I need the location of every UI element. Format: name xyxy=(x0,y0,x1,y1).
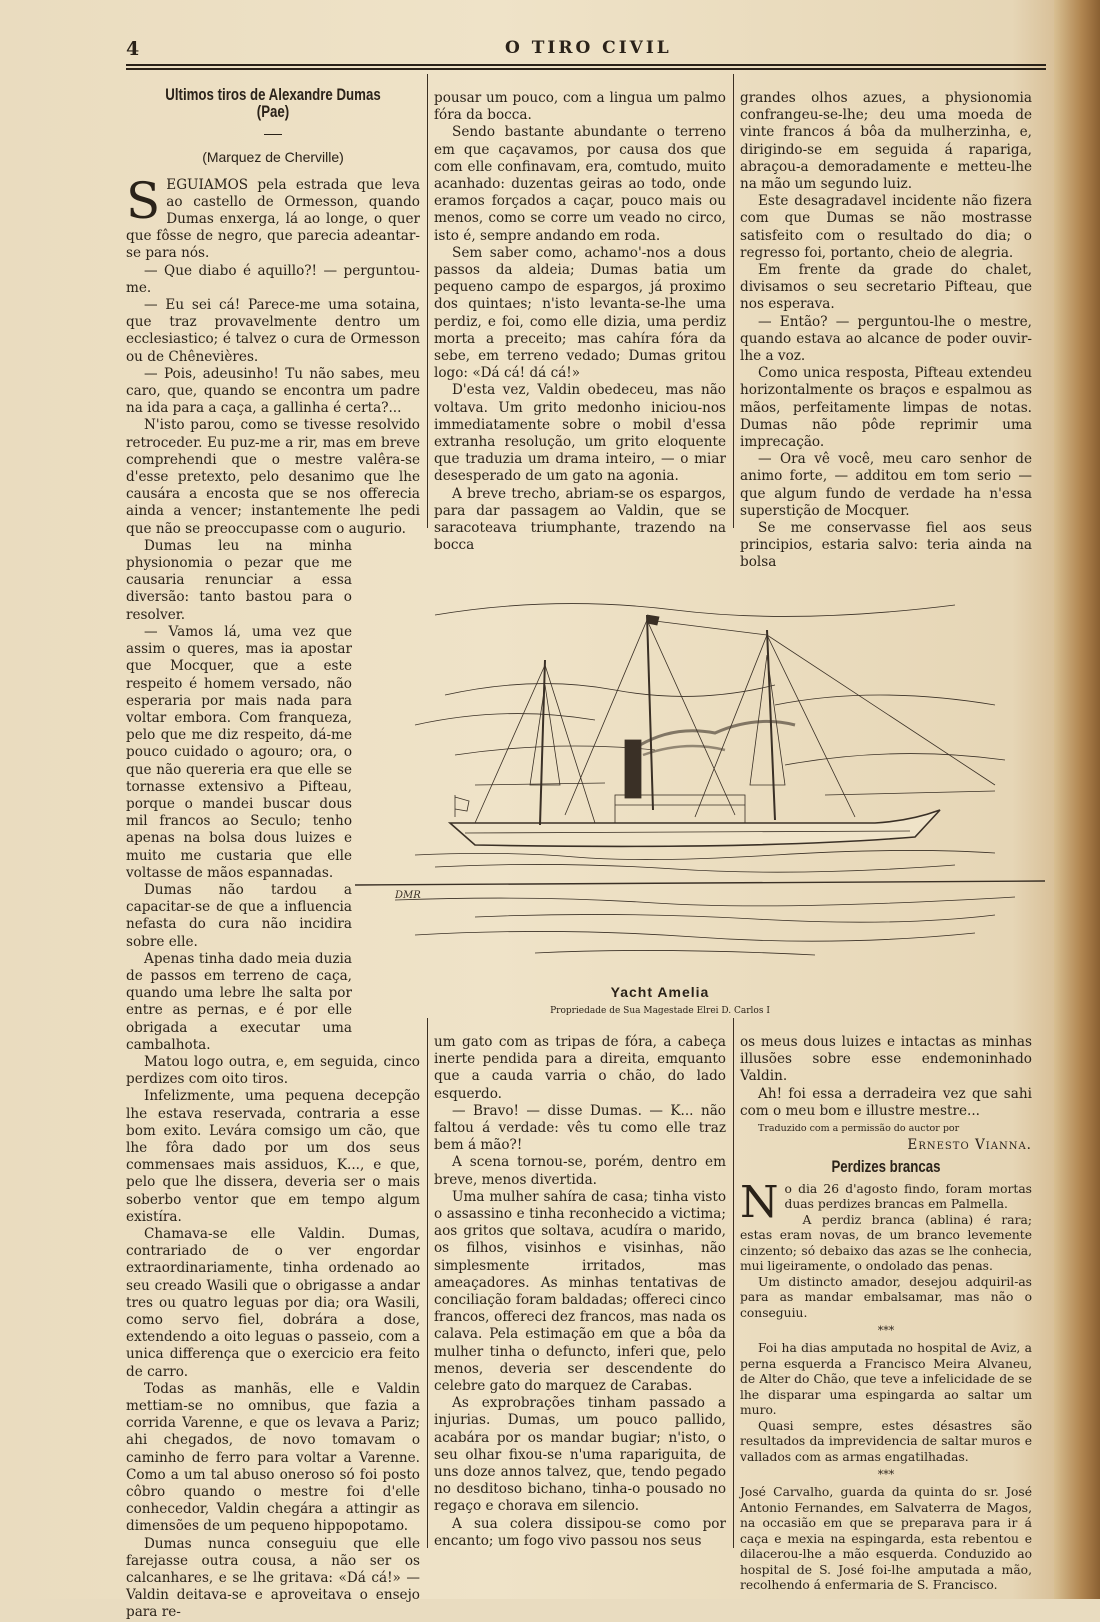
column-3-bottom xyxy=(740,1034,1032,1593)
paragraph: A scena tornou-se, porém, dentro em breve, menos divertida. xyxy=(434,1154,726,1188)
page-binding-shadow xyxy=(1054,0,1100,1599)
paragraph: — Pois, adeusinho! Tu não sabes, meu caro, que, quando se encontra um padre na ida para a caça, a gallinha é certa?... xyxy=(126,365,420,417)
paragraph: — Vamos lá, uma vez que assim o queres, mas ia apostar que Mocquer, que a este respeito é homem versado, não esperaria por mais nada para voltar embora. Com franqueza, pelo que me diz respeito, dá-me pouco cuidado o agouro; ora, o que não quereria era que elle se tornasse extensivo a Pifteau, porque o mandei buscar dous mil francos ao Seculo; tenho apenas na bolsa dous luizes e muito me custaria que elle voltasse de mãos espannadas. xyxy=(126,623,352,881)
paragraph: SEGUIAMOS pela estrada que leva ao castello de Ormesson, quando Dumas enxerga, lá ao longe, o quer que fôsse de negro, que parecia adeantar-se para nós. xyxy=(126,171,420,262)
paragraph: um gato com as tripas de fóra, a cabeça inerte pendida para a direita, emquanto que a cauda varria o chão, do lado esquerdo. xyxy=(434,1034,726,1102)
header-rule xyxy=(126,64,1046,66)
paragraph: Como unica resposta, Pifteau extendeu horizontalmente os braços e espalmou as mãos, perfeitamente limpas de notas. Dumas não pôde reprimir uma imprecação. xyxy=(740,365,1032,451)
narrow-column-block xyxy=(126,538,352,1054)
paragraph: — Bravo! — disse Dumas. — K... não faltou á verdade: vês tu como elle traz bem á mão?! xyxy=(434,1102,726,1154)
author-signature: Ernesto Vianna. xyxy=(907,1137,1032,1154)
section-separator: *** xyxy=(877,1468,895,1482)
paragraph: os meus dous luizes e intactas as minhas illusões sobre esse endemoninhado Valdin. xyxy=(740,1034,1032,1085)
paragraph: Dumas nunca conseguiu que elle farejasse outra cousa, a não ser os calcanhares, e se lhe gritava: «Dá cá!» — Valdin deitava-se e aproveitava o ensejo para re- xyxy=(126,1535,420,1621)
paragraph: Apenas tinha dado meia duzia de passos em terreno de caça, quando uma lebre lhe salta por entre as pernas, e é por elle obrigada a executar uma cambalhota. xyxy=(126,950,352,1053)
artist-signature: DMR xyxy=(395,890,421,901)
section-separator: *** xyxy=(877,1324,895,1338)
paragraph: Se me conservasse fiel aos seus principios, estaria salvo: teria ainda na bolsa xyxy=(740,520,1032,571)
paragraph: — Eu sei cá! Parece-me uma sotaina, que traz provavelmente dentro um ecclesiastico; é talvez o cura de Ormesson ou de Chênevières. xyxy=(126,297,420,365)
paragraph: A breve trecho, abriam-se os espargos, para dar passagem ao Valdin, que se saracoteava triumphante, trazendo na bocca xyxy=(434,485,726,554)
paragraph: No dia 26 d'agosto findo, foram mortas duas perdizes brancas em Palmella. xyxy=(740,1176,1032,1228)
paragraph: Uma mulher sahíra de casa; tinha visto o assassino e tinha reconhecido a victima; aos gritos que soltava, acudíra o marido, os filhos, visinhos e visinhas, não simplesmente irritados, mas ameaçadores. As minhas tentativas de conciliação foram baldadas; offereci cinco francos, offereci dez francos, mas nada os calava. Pela estimação em que a bôa da mulher tinha o defuncto, inferi que, pelo menos, deveria ser descendente do celebre gato do marquez de Carabas. xyxy=(434,1188,726,1395)
paragraph: grandes olhos azues, a physionomia confrangeu-se-lhe; deu uma moeda de vinte francos á bôa da mulherzinha, e, dirigindo-se em seguida á rapariga, abraçou-a demoradamente e metteu-lhe na mão um segundo luiz. xyxy=(740,90,1032,193)
article-subtitle: (Marquez de Cherville) xyxy=(202,149,344,166)
paragraph: D'esta vez, Valdin obedeceu, mas não voltava. Um grito medonho iniciou-nos immediatamente sobre o mobil d'essa extranha resolução, um grito eloquente que traduzia um drama inteiro, — o miar desesperado de um gato na agonia. xyxy=(434,382,726,485)
paragraph: Infelizmente, uma pequena decepção lhe estava reservada, contraria a esse bom exito. Levára comsigo um cão, que lhe fôra dado por um dos seus commensaes mais assiduos, K..., e que, pelo que lhe dissera, deveria ser o mais soberbo ventor que em tempo algum existíra. xyxy=(126,1088,420,1225)
paragraph: Todas as manhãs, elle e Valdin mettiam-se no omnibus, que fazia a corrida Varenne, e que os levava a Pariz; ahi chegados, de novo tomavam o caminho de ferro para voltar a Varenne. Como a um tal abuso oneroso só foi posto côbro quando o mestre foi d'elle conhecedor, Valdin chegára a attingir as dimensões de um pequeno hippopotamo. xyxy=(126,1380,420,1535)
column-3-top xyxy=(740,90,1032,571)
translation-credit: Traduzido com a permissão do auctor por xyxy=(758,1123,960,1135)
paragraph: A perdiz branca (ablina) é rara; estas eram novas, de um branco levemente cinzento; só debaixo das azas se lhe conhecia, mui ligeiramente, o ondolado das penas. xyxy=(740,1212,1032,1274)
article-2-body xyxy=(740,1176,1032,1594)
paragraph: As exprobrações tinham passado a injurias. Dumas, um pouco pallido, acabára por os mandar bugiar; n'isto, o seu olhar fixou-se n'uma rapariguita, de uns doze annos talvez, que, tendo pegado no desditoso bichano, tinha-o pousado no regaço e chorava em silencio. xyxy=(434,1395,726,1515)
paragraph: A sua colera dissipou-se como por encanto; um fogo vivo passou nos seus xyxy=(434,1515,726,1549)
paragraph: Sem saber como, achamo'-nos a dous passos da aldeia; Dumas batia um pequeno campo de espargos, já proximo dos quintaes; n'isto levanta-se-lhe uma perdiz, e foi, como elle dizia, uma perdiz morta a preceito; mas cahíra fóra da sebe, em terreno vedado; Dumas gritou logo: «Dá cá! dá cá!» xyxy=(434,244,726,382)
paragraph: Em frente da grade do chalet, divisamos o seu secretario Pifteau, que nos esperava. xyxy=(740,262,1032,313)
column-2-top xyxy=(434,90,726,554)
article-title: Ultimos tiros de Alexandre Dumas (Pae) xyxy=(165,85,381,122)
paragraph: pousar um pouco, com a lingua um palmo fóra da bocca. xyxy=(434,90,726,124)
paragraph: Um distincto amador, desejou adquiril-as para as mandar embalsamar, mas não o conseguiu. xyxy=(740,1274,1032,1320)
column-rule xyxy=(427,74,428,528)
paragraph: — Que diabo é aquillo?! — perguntou-me. xyxy=(126,262,420,296)
title-dash xyxy=(264,134,282,135)
article-title-2: Perdizes brancas xyxy=(831,1157,941,1177)
paragraph: — Então? — perguntou-lhe o mestre, quando estava ao alcance de poder ouvir-lhe a voz. xyxy=(740,313,1032,365)
drop-cap-2: N xyxy=(740,1176,779,1228)
yacht-illustration xyxy=(355,555,1045,975)
column-2-bottom xyxy=(434,1034,726,1554)
paragraph: Foi ha dias amputada no hospital de Aviz, a perna esquerda a Francisco Meira Alvaneu, de Alter do Chão, que teve a infelicidade de se lhe disparar uma espingarda ao saltar um muro. xyxy=(740,1341,1032,1418)
newspaper-title: O TIRO CIVIL xyxy=(505,38,672,58)
illustration-caption: Yacht Amelia xyxy=(610,984,710,1000)
paragraph: Dumas leu na minha physionomia o pezar que me causaria renunciar a essa diversão: tanto bastou para o resolver. xyxy=(126,537,352,623)
column-rule xyxy=(733,1018,734,1548)
paragraph: — Ora vê você, meu caro senhor de animo forte, — additou em tom serio — que algum fundo de verdade ha n'essa superstição de Mocquer. xyxy=(740,451,1032,519)
paragraph: Ah! foi essa a derradeira vez que sahi com o meu bom e illustre mestre... xyxy=(740,1085,1032,1119)
paragraph: José Carvalho, guarda da quinta do sr. José Antonio Fernandes, em Salvaterra de Magos, na occasião em que se preparava para ir á caça e mexia na espingarda, esta rebentou e dilacerou-lhe a mão esquerda. Conduzido ao hospital de S. José foi-lhe amputada a mão, recolhendo á enfermaria de S. Francisco. xyxy=(740,1485,1032,1593)
paragraph: Quasi sempre, estes désastres são resultados da imprevidencia de saltar muros e vallados com as armas engatilhadas. xyxy=(740,1418,1032,1464)
paragraph: N'isto parou, como se tivesse resolvido retroceder. Eu puz-me a rir, mas em breve comprehendi que o mestre valêra-se d'esse pretexto, pelo desanimo que lhe causára a encosta que se nos offerecia ainda a vencer; instantemente lhe pedi que não se preoccupasse com o augurio. xyxy=(126,417,420,537)
paragraph: Este desagradavel incidente não fizera com que Dumas se não mostrasse satisfeito com o resultado do dia; o regresso foi, portanto, cheio de alegria. xyxy=(740,193,1032,261)
column-rule xyxy=(733,74,734,528)
page-number: 4 xyxy=(126,38,140,60)
paragraph: Sendo bastante abundante o terreno em que caçavamos, por causa dos que com elle confinavam, era, comtudo, muito acanhado: duzentas geiras ao todo, onde eramos forçados a caçar, pouco mais ou menos, como se corre um veado no circo, isto é, sempre andando em roda. xyxy=(434,124,726,244)
paragraph: Dumas não tardou a capacitar-se de que a influencia nefasta do cura não incidira sobre elle. xyxy=(126,881,352,950)
drop-cap: S xyxy=(126,171,161,230)
illustration-subcaption: Propriedade de Sua Magestade Elrei D. Carlos I xyxy=(550,1006,770,1016)
header-rule-2 xyxy=(126,68,1046,70)
paragraph: Matou logo outra, e, em seguida, cinco perdizes com oito tiros. xyxy=(126,1053,420,1088)
paragraph: Chamava-se elle Valdin. Dumas, contrariado de o ver engordar extraordinariamente, tinha ordenado ao seu creado Wasili que o obrigasse a andar tres ou quatro leguas por dia; ora Wasili, como servo fiel, dobrára a dose, extendendo a oito leguas o passeio, com a unica differença que o exercicio era feito de carro. xyxy=(126,1226,420,1380)
column-rule xyxy=(427,1018,428,1548)
